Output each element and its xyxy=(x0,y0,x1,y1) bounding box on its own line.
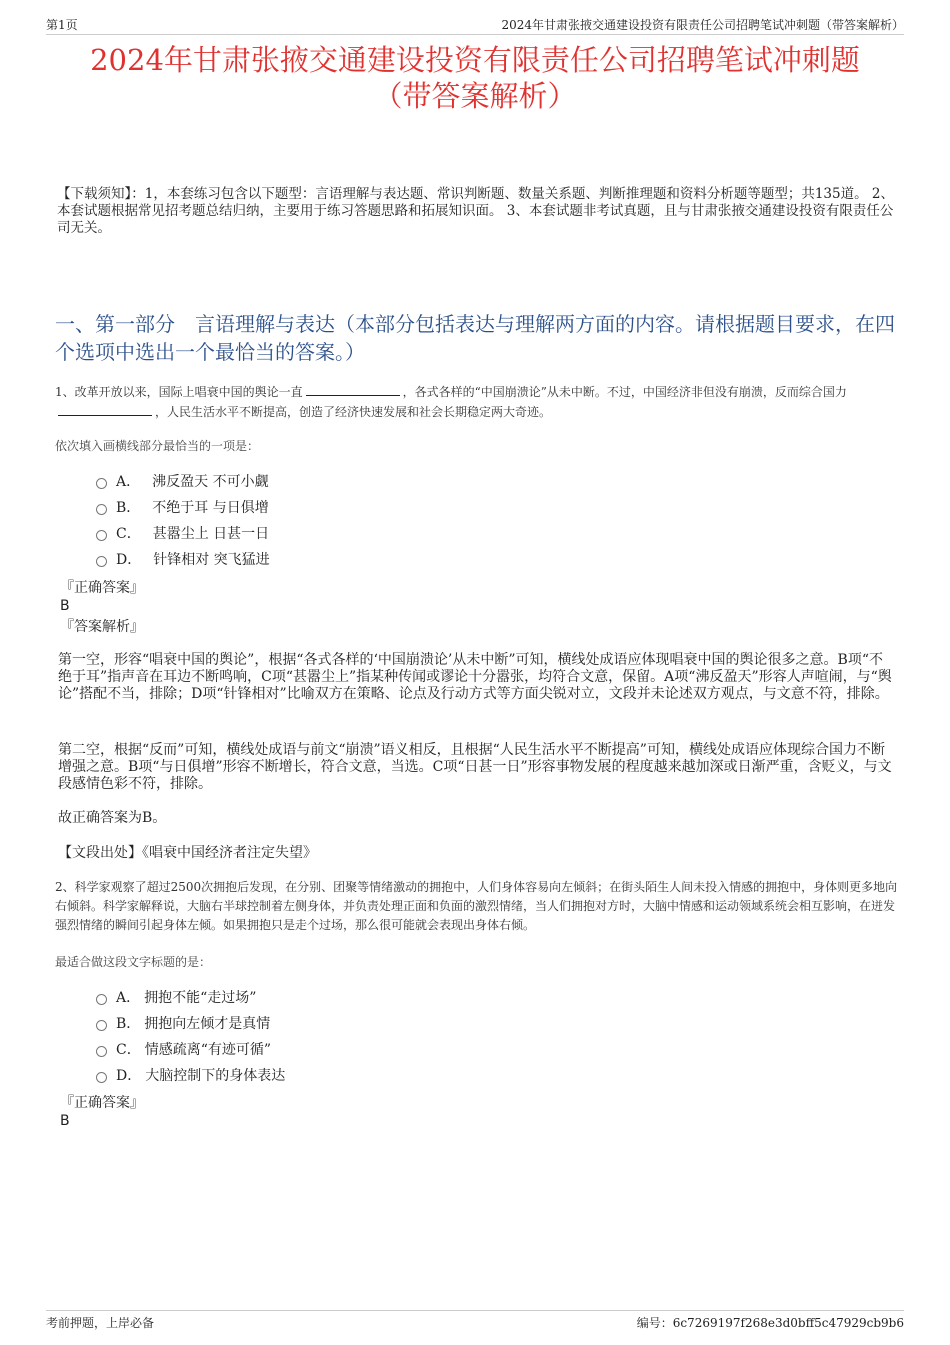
q1-option-a[interactable] xyxy=(96,468,270,494)
option-key: D． xyxy=(116,552,142,568)
option-key: D． xyxy=(116,1068,142,1084)
q1-analysis-label: 『答案解析』 xyxy=(60,619,144,635)
q1-source: 【文段出处】《唱衰中国经济者注定失望》 xyxy=(58,845,317,861)
q1-stem-part-a: 1、改革开放以来，国际上唱衰中国的舆论一直 xyxy=(55,385,303,399)
option-text: 大脑控制下的身体表达 xyxy=(145,1068,286,1084)
option-key: A． xyxy=(116,474,141,490)
q1-answer: B xyxy=(60,598,70,614)
q2-option-b[interactable] xyxy=(96,1010,285,1036)
question-2-prompt: 最适合做这段文字标题的是： xyxy=(55,955,212,969)
option-key: C． xyxy=(116,1042,141,1058)
option-key: A． xyxy=(116,990,141,1006)
radio-icon[interactable] xyxy=(96,504,107,515)
option-key: C． xyxy=(116,526,141,542)
question-1-stem xyxy=(55,382,898,422)
title-line-2: （带答案解析） xyxy=(373,79,577,113)
q2-answer-label: 『正确答案』 xyxy=(60,1095,144,1111)
radio-icon[interactable] xyxy=(96,478,107,489)
document-title xyxy=(40,42,910,114)
q2-option-a[interactable] xyxy=(96,984,285,1010)
q2-answer: B xyxy=(60,1113,70,1129)
footer-doc-id: 编号：6c7269197f268e3d0bff5c47929cb9b6 xyxy=(636,1316,904,1330)
option-text: 拥抱不能“走过场” xyxy=(144,990,257,1006)
q2-option-d[interactable] xyxy=(96,1062,285,1088)
question-1-prompt: 依次填入画横线部分最恰当的一项是： xyxy=(55,439,260,453)
option-text: 拥抱向左倾才是真情 xyxy=(144,1016,271,1032)
option-text: 沸反盈天 不可小觑 xyxy=(152,474,269,490)
download-notice: 【下载须知】：1，本套练习包含以下题型：言语理解与表达题、常识判断题、数量关系题、判断推理题和资料分析题等题型；共135道。 2、本套试题根据常见招考题总结归纳，主要用于练习答题思路和拓展知识面。 3、本套试题非考试真题，且与甘肃张掖交通建设投资有限责任公司无关。 xyxy=(57,186,894,236)
page-number: 第1页 xyxy=(46,18,78,32)
title-line-1: 2024年甘肃张掖交通建设投资有限责任公司招聘笔试冲刺题 xyxy=(90,43,860,77)
question-1-options xyxy=(96,468,270,572)
q1-analysis-paragraph-1: 第一空，形容“唱衰中国的舆论”，根据“各式各样的‘中国崩溃论’从未中断”可知，横线处成语应体现唱衰中国的舆论很多之意。B项“不绝于耳”指声音在耳边不断鸣响，C项“甚嚣尘上”指某种传闻或谬论十分嚣张，均符合文意，保留。A项“沸反盈天”形容人声喧闹，与“舆论”搭配不当，排除；D项“针锋相对”比喻双方在策略、论点及行动方式等方面尖锐对立，文段并未论述双方观点，与文意不符，排除。 xyxy=(58,652,892,702)
radio-icon[interactable] xyxy=(96,530,107,541)
q1-stem-part-b: ，各式各样的“中国崩溃论”从未中断。不过，中国经济非但没有崩溃，反而综合国力 xyxy=(402,385,847,399)
q1-stem-part-c: ，人民生活水平不断提高，创造了经济快速发展和社会长期稳定两大奇迹。 xyxy=(155,405,552,419)
radio-icon[interactable] xyxy=(96,1020,107,1031)
option-text: 针锋相对 突飞猛进 xyxy=(153,552,270,568)
question-2-stem: 2、科学家观察了超过2500次拥抱后发现，在分别、团聚等情绪激动的拥抱中，人们身体容易向左倾斜；在街头陌生人间未投入情感的拥抱中，身体则更多地向右倾斜。科学家解释说，大脑右半球控制着左侧身体，并负责处理正面和负面的激烈情绪，当人们拥抱对方时，大脑中情感和运动领域系统会相互影响，在迸发强烈情绪的瞬间引起身体左倾。如果拥抱只是走个过场，那么很可能就会表现出身体右倾。 xyxy=(55,880,898,932)
q1-analysis-paragraph-2: 第二空，根据“反而”可知，横线处成语与前文“崩溃”语义相反，且根据“人民生活水平不断提高”可知，横线处成语应体现综合国力不断增强之意。B项“与日俱增”形容不断增长，符合文意，当选。C项“日甚一日”形容事物发展的程度越来越加深或日渐严重，含贬义，与文段感情色彩不符，排除。 xyxy=(58,742,892,792)
radio-icon[interactable] xyxy=(96,556,107,567)
option-key: B． xyxy=(116,500,141,516)
fill-blank-1 xyxy=(306,382,400,396)
radio-icon[interactable] xyxy=(96,994,107,1005)
option-text: 不绝于耳 与日俱增 xyxy=(152,500,269,516)
fill-blank-2 xyxy=(58,402,152,416)
section-heading: 一、第一部分 言语理解与表达（本部分包括表达与理解两方面的内容。请根据题目要求，在四个选项中选出一个最恰当的答案。） xyxy=(55,312,895,364)
option-text: 情感疏离“有迹可循” xyxy=(144,1042,272,1058)
radio-icon[interactable] xyxy=(96,1072,107,1083)
q2-option-c[interactable] xyxy=(96,1036,285,1062)
page-footer xyxy=(46,1310,904,1331)
q1-option-d[interactable] xyxy=(96,546,270,572)
question-2-options xyxy=(96,984,285,1088)
page-header xyxy=(46,14,904,35)
radio-icon[interactable] xyxy=(96,1046,107,1057)
q1-conclusion: 故正确答案为B。 xyxy=(58,810,167,826)
option-text: 甚嚣尘上 日甚一日 xyxy=(152,526,270,542)
q1-option-b[interactable] xyxy=(96,494,270,520)
header-doc-title: 2024年甘肃张掖交通建设投资有限责任公司招聘笔试冲刺题（带答案解析） xyxy=(501,18,904,32)
q1-answer-label: 『正确答案』 xyxy=(60,580,144,596)
option-key: B． xyxy=(116,1016,141,1032)
footer-slogan: 考前押题，上岸必备 xyxy=(46,1316,155,1330)
q1-option-c[interactable] xyxy=(96,520,270,546)
